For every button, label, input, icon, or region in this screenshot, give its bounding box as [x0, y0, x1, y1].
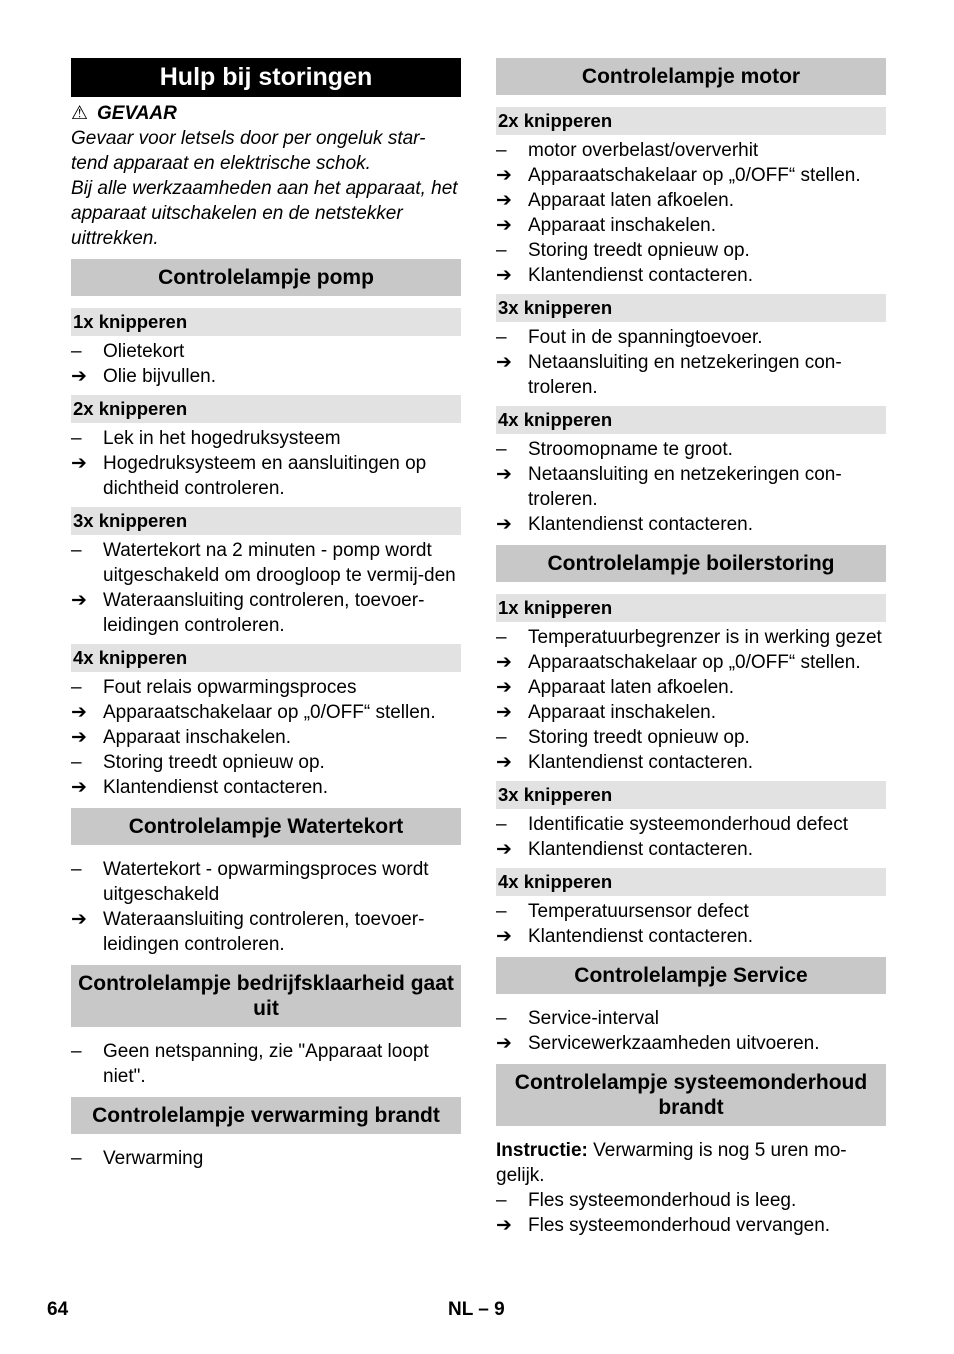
arrow-right-icon: ➔ [71, 366, 87, 387]
danger-text-1: Gevaar voor letsels door per ongeluk star-tend apparaat en elektrische schok. [71, 128, 426, 174]
arrow-right-icon: ➔ [496, 352, 512, 373]
arrow-right-icon: ➔ [71, 909, 87, 930]
arrow-right-icon: ➔ [496, 215, 512, 236]
subheading-4x-blink: 4x knipperen [496, 406, 886, 434]
list-item: – motor overbelast/oververhit [496, 140, 759, 161]
instruction-text: Verwarming is nog 5 uren mo-gelijk. [496, 1140, 847, 1186]
section-heading-heating-lamp: Controlelampje verwarming brandt [71, 1097, 461, 1134]
list-item: – Verwarming [71, 1148, 204, 1169]
list-item: ➔ Klantendienst contacteren. [496, 752, 753, 773]
list-item: – Watertekort na 2 minuten - pomp wordt uitgeschakeld om droogloop te vermij-den [71, 540, 456, 586]
arrow-right-icon: ➔ [496, 464, 512, 485]
list-item: – Temperatuursensor defect [496, 901, 749, 922]
list-item: ➔ Netaansluiting en netzekeringen con-troleren. [496, 464, 842, 510]
subheading-2x-blink: 2x knipperen [496, 107, 886, 135]
arrow-right-icon: ➔ [496, 1033, 512, 1054]
dash-icon: – [71, 1041, 82, 1062]
dash-icon: – [496, 439, 507, 460]
subheading-4x-blink: 4x knipperen [71, 644, 461, 672]
list-item: ➔ Olie bijvullen. [71, 366, 216, 387]
arrow-right-icon: ➔ [496, 190, 512, 211]
arrow-right-icon: ➔ [496, 165, 512, 186]
list-item: – Temperatuurbegrenzer is in werking gezet [496, 627, 882, 648]
dash-icon: – [496, 327, 507, 348]
list-item: ➔ Klantendienst contacteren. [496, 926, 753, 947]
section-heading-water-shortage-lamp: Controlelampje Watertekort [71, 808, 461, 845]
page-number: 64 [47, 1299, 69, 1320]
arrow-right-icon: ➔ [71, 777, 87, 798]
subheading-3x-blink: 3x knipperen [496, 781, 886, 809]
list-item: – Fout relais opwarmingsproces [71, 677, 357, 698]
list-item: ➔ Apparaat laten afkoelen. [496, 190, 734, 211]
warning-triangle-icon: ⚠ [71, 103, 89, 124]
subheading-2x-blink: 2x knipperen [71, 395, 461, 423]
list-item: – Olietekort [71, 341, 185, 362]
list-item: ➔ Hogedruksysteem en aansluitingen op dichtheid controleren. [71, 453, 427, 499]
list-item: – Service-interval [496, 1008, 659, 1029]
dash-icon: – [496, 240, 507, 261]
arrow-right-icon: ➔ [496, 752, 512, 773]
dash-icon: – [496, 901, 507, 922]
list-item: ➔ Klantendienst contacteren. [496, 839, 753, 860]
list-item: ➔ Apparaat inschakelen. [496, 215, 717, 236]
dash-icon: – [71, 1148, 82, 1169]
list-item: ➔ Klantendienst contacteren. [496, 514, 753, 535]
instruction-note [496, 1138, 886, 1188]
section-heading-boiler-lamp: Controlelampje boilerstoring [496, 545, 886, 582]
right-column [496, 58, 886, 1238]
list-item: ➔ Servicewerkzaamheden uitvoeren. [496, 1033, 820, 1054]
list-item: ➔ Netaansluiting en netzekeringen con-troleren. [496, 352, 842, 398]
arrow-right-icon: ➔ [496, 702, 512, 723]
list-item: – Watertekort - opwarmingsproces wordt uitgeschakeld [71, 859, 429, 905]
section-heading-motor-lamp: Controlelampje motor [496, 58, 886, 95]
section-heading-system-maintenance-lamp: Controlelampje systeemonderhoud brandt [496, 1064, 886, 1126]
list-item: – Fout in de spanningtoevoer. [496, 327, 763, 348]
list-item: – Geen netspanning, zie "Apparaat loopt niet". [71, 1041, 429, 1087]
list-item: – Storing treedt opnieuw op. [496, 240, 750, 261]
subheading-1x-blink: 1x knipperen [496, 594, 886, 622]
dash-icon: – [71, 677, 82, 698]
left-column [71, 58, 461, 1171]
subheading-3x-blink: 3x knipperen [496, 294, 886, 322]
subheading-4x-blink: 4x knipperen [496, 868, 886, 896]
dash-icon: – [496, 1008, 507, 1029]
section-heading-pump-lamp: Controlelampje pomp [71, 259, 461, 296]
list-item: ➔ Wateraansluiting controleren, toevoer-leidingen controleren. [71, 909, 425, 955]
arrow-right-icon: ➔ [496, 514, 512, 535]
arrow-right-icon: ➔ [496, 677, 512, 698]
instruction-label: Instructie: [496, 1140, 588, 1161]
arrow-right-icon: ➔ [71, 590, 87, 611]
list-item: ➔ Klantendienst contacteren. [71, 777, 328, 798]
arrow-right-icon: ➔ [496, 926, 512, 947]
page-title: Hulp bij storingen [71, 58, 461, 97]
dash-icon: – [496, 627, 507, 648]
danger-heading [71, 101, 461, 126]
arrow-right-icon: ➔ [496, 1215, 512, 1236]
page-label: NL – 9 [448, 1299, 505, 1320]
list-item: ➔ Fles systeemonderhoud vervangen. [496, 1215, 831, 1236]
list-item: ➔ Wateraansluiting controleren, toevoer-leidingen controleren. [71, 590, 425, 636]
list-item: ➔ Apparaat inschakelen. [71, 727, 292, 748]
dash-icon: – [496, 814, 507, 835]
subheading-3x-blink: 3x knipperen [71, 507, 461, 535]
dash-icon: – [71, 752, 82, 773]
dash-icon: – [496, 1190, 507, 1211]
list-item: – Storing treedt opnieuw op. [496, 727, 750, 748]
dash-icon: – [71, 859, 82, 880]
dash-icon: – [71, 341, 82, 362]
arrow-right-icon: ➔ [71, 702, 87, 723]
dash-icon: – [71, 540, 82, 561]
list-item: – Identificatie systeemonderhoud defect [496, 814, 849, 835]
dash-icon: – [496, 140, 507, 161]
danger-label: GEVAAR [97, 103, 177, 124]
subheading-1x-blink: 1x knipperen [71, 308, 461, 336]
list-item: ➔ Apparaatschakelaar op „0/OFF“ stellen. [496, 652, 861, 673]
dash-icon: – [71, 428, 82, 449]
list-item: ➔ Apparaat inschakelen. [496, 702, 717, 723]
arrow-right-icon: ➔ [71, 727, 87, 748]
list-item: – Storing treedt opnieuw op. [71, 752, 325, 773]
list-item: ➔ Apparaatschakelaar op „0/OFF“ stellen. [71, 702, 436, 723]
arrow-right-icon: ➔ [71, 453, 87, 474]
list-item: – Lek in het hogedruksysteem [71, 428, 341, 449]
list-item: ➔ Klantendienst contacteren. [496, 265, 753, 286]
list-item: ➔ Apparaat laten afkoelen. [496, 677, 734, 698]
arrow-right-icon: ➔ [496, 839, 512, 860]
section-heading-service-lamp: Controlelampje Service [496, 957, 886, 994]
arrow-right-icon: ➔ [496, 265, 512, 286]
list-item: ➔ Apparaatschakelaar op „0/OFF“ stellen. [496, 165, 861, 186]
list-item: – Fles systeemonderhoud is leeg. [496, 1190, 797, 1211]
section-heading-ready-lamp: Controlelampje bedrijfsklaarheid gaat uit [71, 965, 461, 1027]
arrow-right-icon: ➔ [496, 652, 512, 673]
dash-icon: – [496, 727, 507, 748]
list-item: – Stroomopname te groot. [496, 439, 733, 460]
danger-text-2: Bij alle werkzaamheden aan het apparaat, het apparaat uitschakelen en de netstekker uittrekken. [71, 178, 458, 249]
